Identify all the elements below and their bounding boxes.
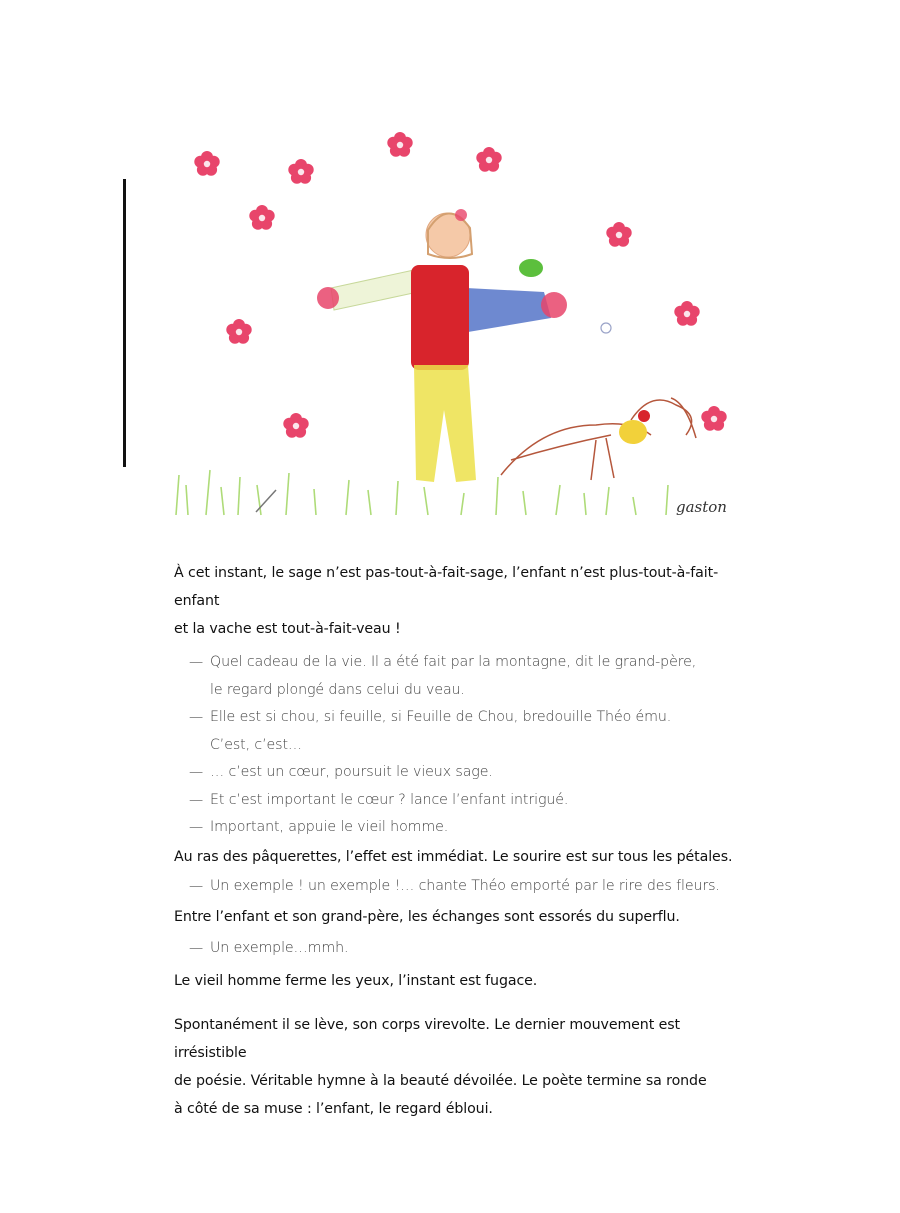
paragraph-line: Spontanément il se lève, son corps virevolte. Le dernier mouvement est irrésistible xyxy=(174,1017,680,1061)
flower-icon xyxy=(194,151,219,176)
dialog-line: — Et c’est important le cœur ? lance l’enfant intrigué. xyxy=(174,787,734,815)
signature: gaston xyxy=(676,498,727,516)
dialog-continuation: le regard plongé dans celui du veau. xyxy=(210,681,465,698)
dash: — xyxy=(189,709,204,725)
flower-icon xyxy=(288,159,313,184)
paragraph: Le vieil homme ferme les yeux, l’instant est fugace. xyxy=(174,973,538,989)
flower-icon xyxy=(387,132,412,157)
paragraph-line: de poésie. Véritable hymne à la beauté dévoilée. Le poète termine sa ronde xyxy=(174,1073,707,1089)
dash: — xyxy=(189,791,204,808)
flower-icon xyxy=(606,222,631,247)
paragraph: Au ras des pâquerettes, l’effet est immédiat. Le sourire est sur tous les pétales. xyxy=(174,849,733,865)
flower-icon xyxy=(701,406,726,431)
dash: — xyxy=(189,764,204,780)
passage-1 xyxy=(174,559,734,842)
dialog-line: — Quel cadeau de la vie. Il a été fait par la montagne, dit le grand-père, xyxy=(174,649,734,677)
paragraph-line: et la vache est tout-à-fait-veau ! xyxy=(174,621,401,637)
flower-icon xyxy=(249,205,274,230)
dialog-line: — … c’est un cœur, poursuit le vieux sage. xyxy=(174,759,734,787)
dialog-continuation: C’est, c’est… xyxy=(210,736,302,753)
dialog-line: — Un exemple ! un exemple !… chante Théo emporté par le rire des fleurs. xyxy=(174,871,734,901)
child-drawing-illustration xyxy=(166,120,746,530)
paragraph-line: À cet instant, le sage n’est pas-tout-à-fait-sage, l’enfant n’est plus-tout-à-fait-enfant xyxy=(174,565,719,609)
dialog-line: — Elle est si chou, si feuille, si Feuille de Chou, bredouille Théo ému. xyxy=(174,704,734,732)
passage-2 xyxy=(174,843,734,1123)
dialog-line: — Un exemple…mmh. xyxy=(174,933,734,963)
paragraph: Entre l’enfant et son grand-père, les échanges sont essorés du superflu. xyxy=(174,909,680,925)
flower-icon xyxy=(476,147,501,172)
flower-icon xyxy=(283,413,308,438)
dash: — xyxy=(189,940,204,956)
dash: — xyxy=(189,654,204,670)
vertical-rule xyxy=(123,179,126,467)
dialog-line: — Important, appuie le vieil homme. xyxy=(174,814,734,842)
paragraph-line: à côté de sa muse : l’enfant, le regard ébloui. xyxy=(174,1101,493,1117)
dash: — xyxy=(189,819,204,835)
flower-icon xyxy=(674,301,699,326)
flower-icon xyxy=(226,319,251,344)
dash: — xyxy=(189,878,204,894)
dialog-list xyxy=(174,649,734,842)
